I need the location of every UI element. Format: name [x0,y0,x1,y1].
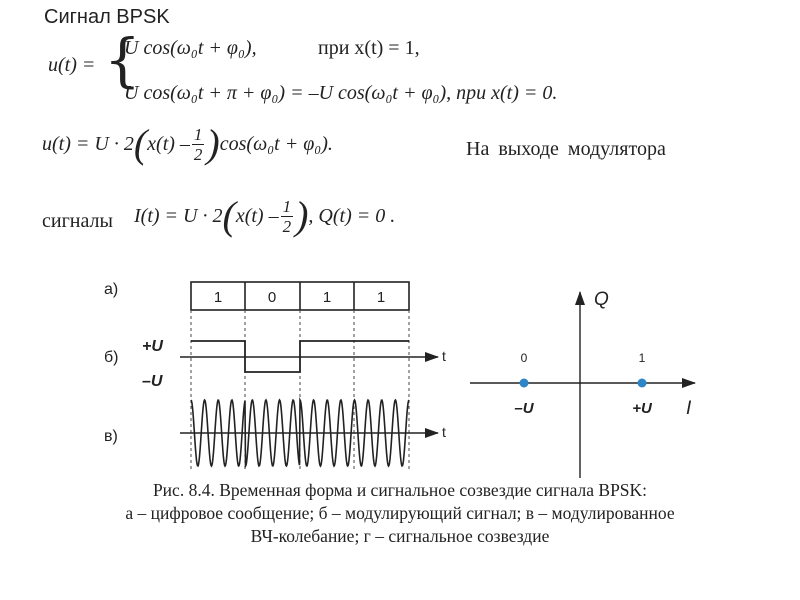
plus-u-label: +U [142,338,163,355]
label-a: а) [104,281,119,298]
constellation-point-0 [520,379,529,388]
bit-value: 1 [322,289,332,306]
eq2-frac-num: 1 [193,124,203,144]
q-axis-label: Q [594,289,609,310]
eq3-part-b: x(t) – [235,204,279,227]
point1-label: 1 [638,351,646,365]
eq3-frac-den: 2 [282,216,292,236]
eq1-line1: U cos(ω₀t + φ₀), [124,37,257,59]
eq2-paren-open: ( [133,121,148,166]
eq3-part-a: I(t) = U · 2 [134,204,223,227]
eq3-frac-num: 1 [282,196,292,216]
constellation-point-1 [638,379,647,388]
point0-label: 0 [520,351,528,365]
caption-line3: ВЧ-колебание; г – сигнальное созвездие [250,526,550,546]
eq2-text: На выходе модулятора [466,138,666,160]
eq1-line2: U cos(ω₀t + π + φ₀) = –U cos(ω₀t + φ₀), при x(t) = 0. [124,82,558,104]
eq3-paren-open: ( [222,193,236,238]
i-axis-label: I [686,398,692,419]
bit-value: 0 [267,289,277,306]
bit-value: 1 [213,289,223,306]
eq2-paren-close: ) [206,121,220,166]
t-label-v: t [442,424,446,440]
eq3-part-c: , Q(t) = 0 . [308,204,396,227]
t-label-b: t [442,348,446,364]
bit-sequence [191,282,409,310]
label-v: в) [104,428,118,445]
eq3-text: сигналы [42,210,113,232]
eq3-paren-close: ) [295,193,309,238]
bit-value: 1 [376,289,386,306]
eq1-brace: { [104,26,141,94]
eq2-part-c: cos(ω₀t + φ₀). [219,132,333,155]
caption-line2: а – цифровое сообщение; б – модулирующий сигнал; в – модулированное [125,503,675,523]
minus-u-label: –U [142,373,163,390]
label-b: б) [104,349,119,366]
eq2-part-b: x(t) – [147,132,190,155]
minus-u-point-label: –U [514,400,534,417]
plus-u-point-label: +U [632,400,652,417]
caption-line1: Рис. 8.4. Временная форма и сигнальное созвездие сигнала BPSK: [152,480,648,500]
eq1-cond1: при x(t) = 1, [318,37,420,59]
signal-constellation [470,289,695,478]
eq2-frac-den: 2 [193,144,203,164]
eq1-lhs: u(t) = [48,54,96,76]
eq2-part-a: u(t) = U · 2 [42,132,134,155]
page-title: Сигнал BPSK [44,6,170,28]
